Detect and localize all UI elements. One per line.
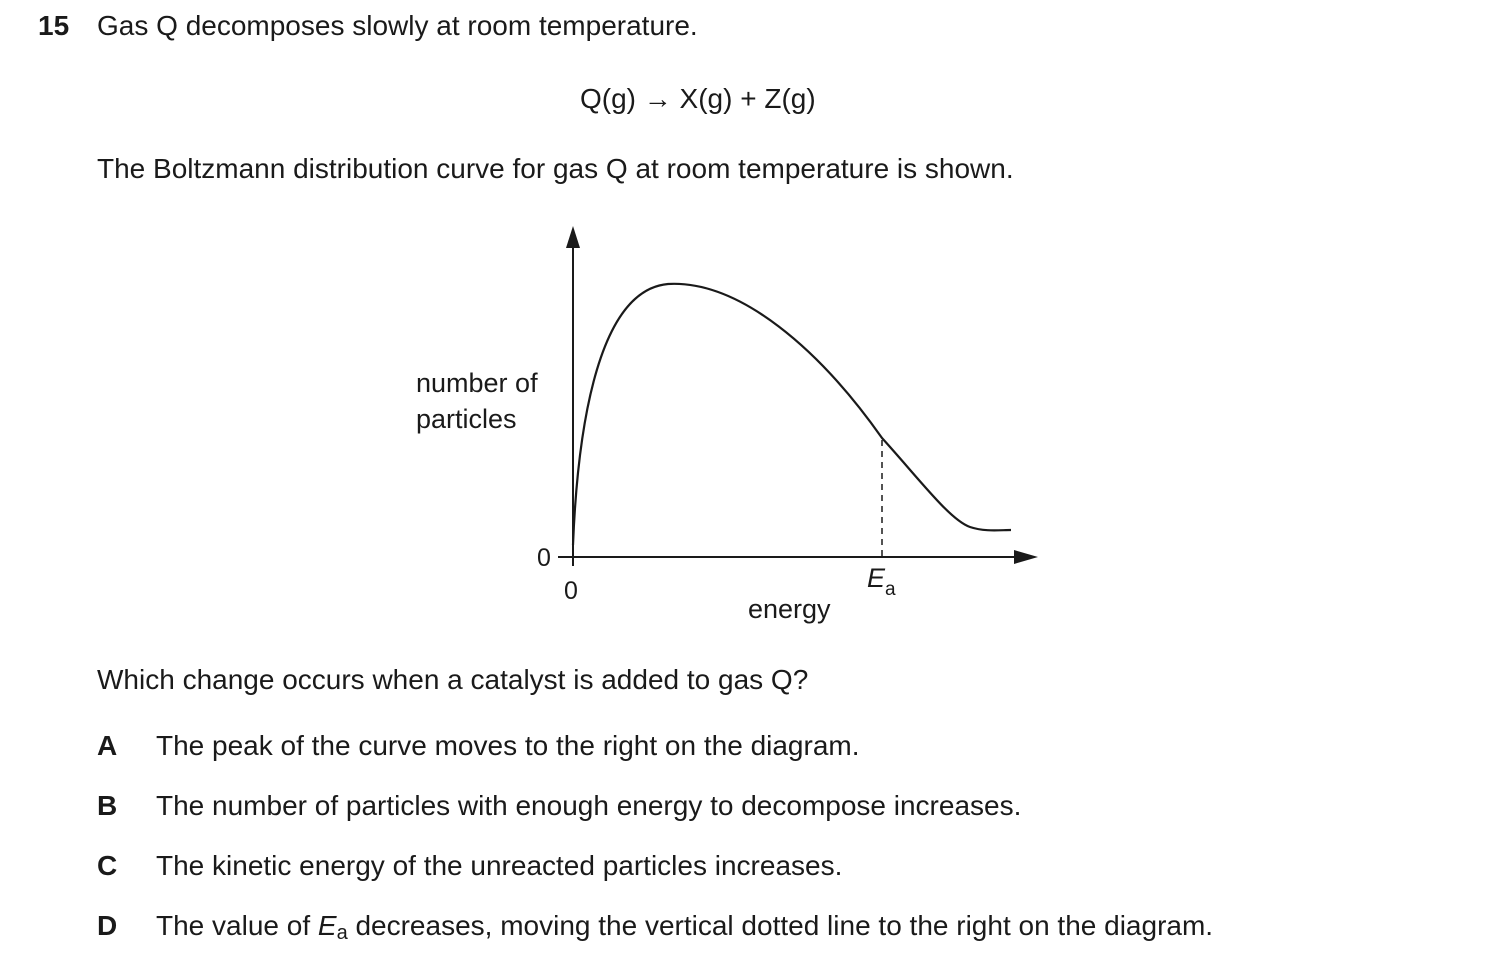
option-d-text[interactable] <box>156 910 1213 945</box>
question-stem: Gas Q decomposes slowly at room temperature. <box>97 10 698 41</box>
option-a-text[interactable]: The peak of the curve moves to the right on the diagram. <box>156 730 860 761</box>
activation-energy-label <box>867 563 896 600</box>
option-c-text[interactable]: The kinetic energy of the unreacted particles increases. <box>156 850 843 881</box>
option-d-letter[interactable]: D <box>97 910 118 941</box>
option-d-text-before: The value of <box>156 910 318 941</box>
option-a-letter[interactable]: A <box>97 730 118 761</box>
distribution-curve <box>573 284 1011 545</box>
x-axis-label: energy <box>748 594 831 624</box>
activation-energy-label-main: E <box>867 563 886 593</box>
option-d-ea-sub: a <box>336 922 348 944</box>
x-axis-arrow <box>1014 550 1038 564</box>
y-axis-arrow <box>566 226 580 248</box>
option-b-letter[interactable]: B <box>97 790 118 821</box>
y-axis-label-line1: number of <box>416 368 538 398</box>
option-d-text-after: decreases, moving the vertical dotted line to the right on the diagram. <box>347 910 1214 941</box>
question-number: 15 <box>38 10 70 41</box>
option-b-text[interactable]: The number of particles with enough energy to decompose increases. <box>156 790 1022 821</box>
diagram-intro: The Boltzmann distribution curve for gas Q at room temperature is shown. <box>97 153 1014 184</box>
option-c-letter[interactable]: C <box>97 850 118 881</box>
x-origin-label: 0 <box>564 577 578 605</box>
question-prompt: Which change occurs when a catalyst is added to gas Q? <box>97 664 809 695</box>
y-origin-label: 0 <box>537 544 551 572</box>
option-d-ea-main: E <box>317 910 337 941</box>
y-axis-label-line2: particles <box>416 404 517 434</box>
activation-energy-label-sub: a <box>885 579 896 600</box>
reaction-equation: Q(g) → X(g) + Z(g) <box>580 83 816 114</box>
